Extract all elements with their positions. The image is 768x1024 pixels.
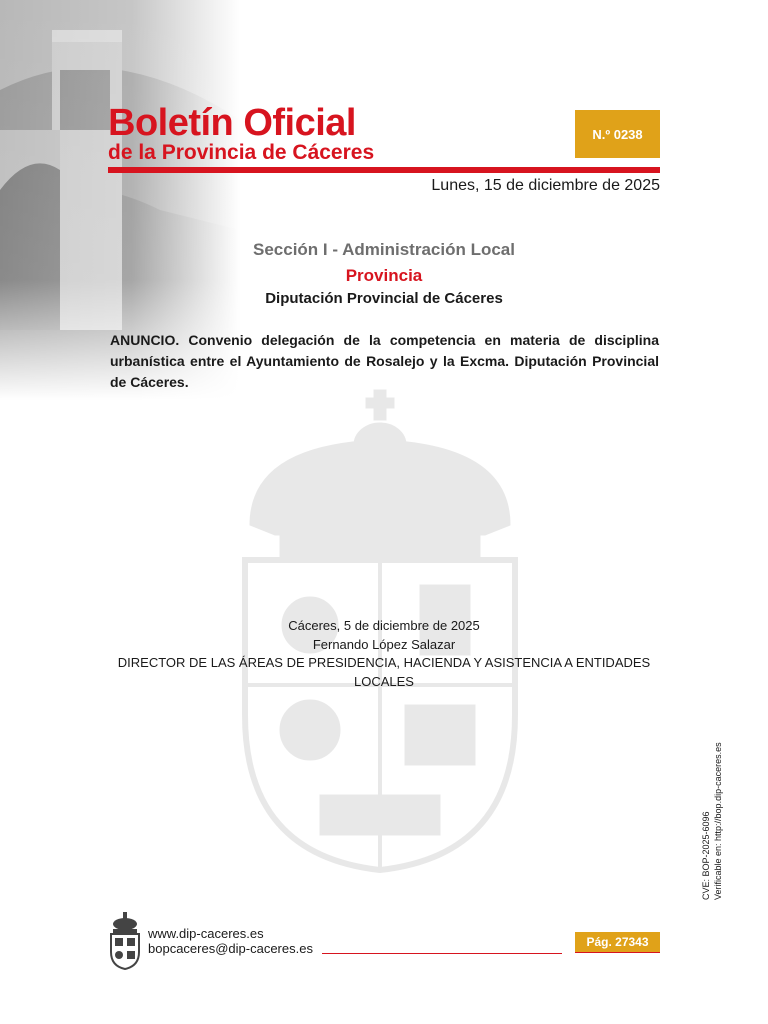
- footer-contact: [148, 926, 313, 956]
- page-number-underline: [575, 952, 660, 953]
- signature-place-date: Cáceres, 5 de diciembre de 2025: [288, 618, 480, 633]
- footer-email-link[interactable]: bopcaceres@dip-caceres.es: [148, 941, 313, 956]
- signature-name: Fernando López Salazar: [312, 636, 456, 652]
- footer-website-link[interactable]: www.dip-caceres.es: [148, 926, 264, 941]
- bulletin-title: Boletín Oficial: [108, 102, 356, 144]
- publication-date: Lunes, 15 de diciembre de 2025: [431, 177, 660, 194]
- subsection-heading: Provincia: [345, 266, 423, 285]
- cve-side-text: [700, 742, 724, 900]
- section-heading: Sección I - Administración Local: [253, 240, 515, 259]
- bulletin-subtitle: de la Provincia de Cáceres: [108, 141, 375, 164]
- signature-position: DIRECTOR DE LAS ÁREAS DE PRESIDENCIA, HACIENDA Y ASISTENCIA A ENTIDADES LOCALES: [117, 655, 651, 689]
- verification-url: Verificable en: http://bop.dip-caceres.es: [713, 742, 723, 900]
- signature-block: [108, 617, 660, 691]
- header-divider: [108, 167, 660, 173]
- issue-number-badge: N.º 0238: [575, 110, 660, 158]
- page-number-badge: Pág. 27343: [575, 932, 660, 952]
- diputacion-shield-icon: [108, 912, 142, 970]
- cve-code: CVE: BOP-2025-6096: [701, 811, 711, 900]
- footer-divider: [322, 953, 562, 954]
- organism-heading: Diputación Provincial de Cáceres: [265, 290, 503, 307]
- announcement-text: ANUNCIO. Convenio delegación de la competencia en materia de disciplina urbanística entre el Ayuntamiento de Rosalejo y la Excma. Diputación Provincial de Cáceres.: [110, 332, 659, 390]
